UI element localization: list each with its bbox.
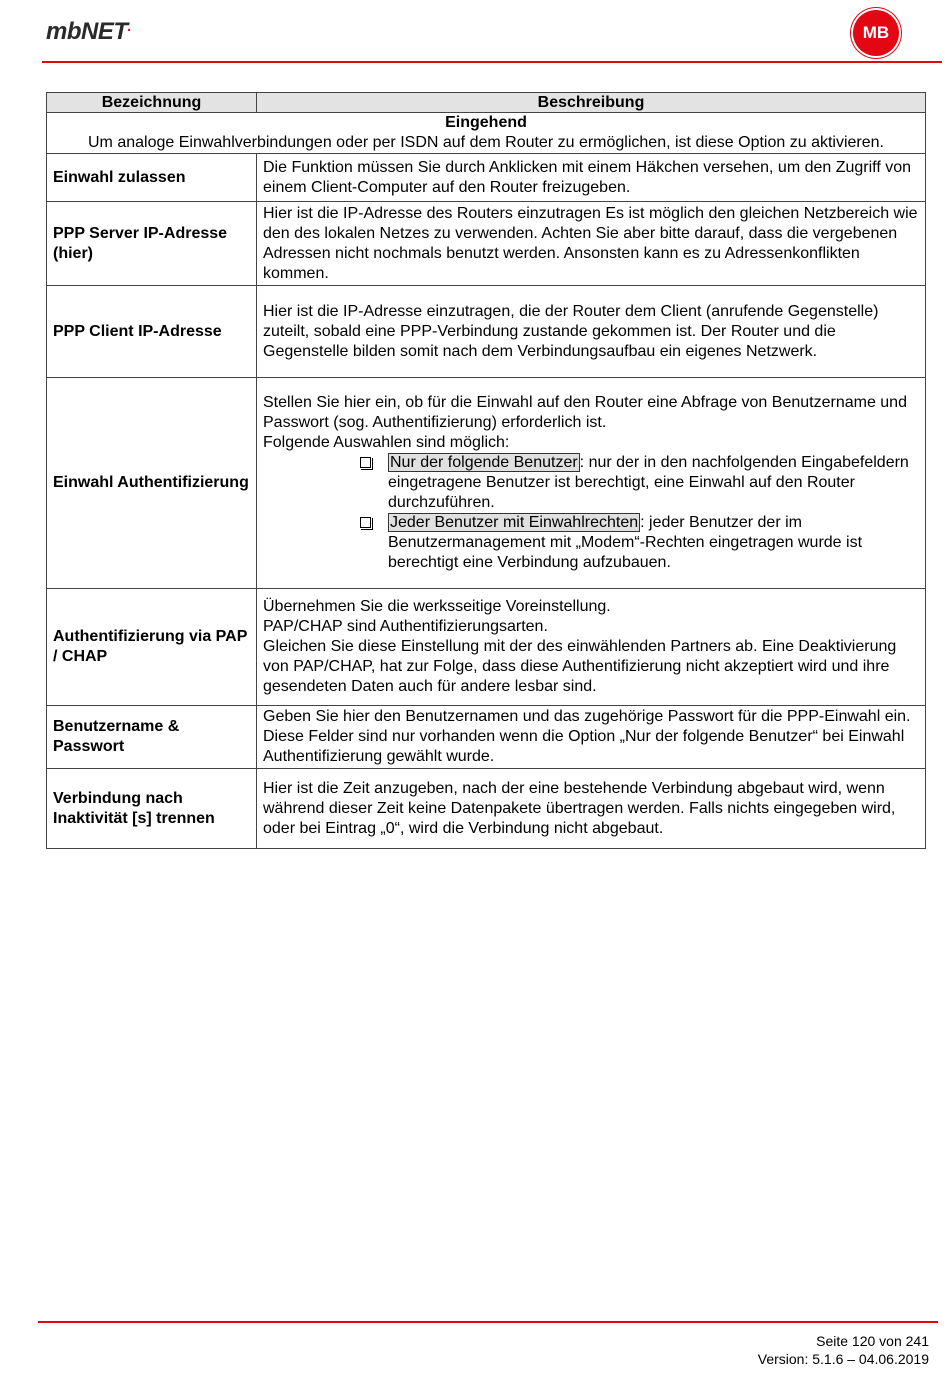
row-label: Einwahl Authentifizierung [47, 378, 257, 589]
row-label: Benutzername & Passwort [47, 706, 257, 769]
table-row [47, 202, 926, 286]
section-desc: Um analoge Einwahlverbindungen oder per ISDN auf dem Router zu ermöglichen, ist diese Option zu aktivieren. [47, 133, 926, 154]
col-header-desc: Beschreibung [257, 93, 926, 113]
list-item [358, 453, 919, 513]
option-list [358, 453, 919, 573]
spec-table [46, 92, 926, 849]
page-footer [758, 1332, 929, 1368]
option-text: : nur der in den nachfolgenden Eingabefeldern eingetragene Benutzer ist berechtigt, eine Einwahl auf den Router durchzuführen. [388, 454, 909, 511]
table-header-row [47, 93, 926, 113]
section-title-row [47, 113, 926, 133]
badge-text: MB [862, 23, 890, 42]
row-desc: Hier ist die Zeit anzugeben, nach der eine bestehende Verbindung abgebaut wird, wenn während dieser Zeit keine Datenpakete übertragen werden. Falls nichts eingegeben wird, oder bei Eintrag „0“, wird die Verbindung nicht abgebaut. [257, 769, 926, 849]
logo-accent: . [127, 18, 131, 34]
row-desc: Geben Sie hier den Benutzernamen und das zugehörige Passwort für die PPP-Einwahl ein. Diese Felder sind nur vorhanden wenn die Option „Nur der folgende Benutzer“ bei Einwahl Authentifizierung gewählt wurde. [257, 706, 926, 769]
desc-paragraph: PAP/CHAP sind Authentifizierungsarten. [263, 618, 548, 635]
row-label: PPP Server IP-Adresse (hier) [47, 202, 257, 286]
row-label: PPP Client IP-Adresse [47, 286, 257, 378]
footer-rule [38, 1321, 938, 1323]
table-row [47, 154, 926, 202]
version-info: Version: 5.1.6 – 04.06.2019 [757, 1351, 929, 1367]
mb-badge-icon [853, 10, 899, 56]
row-label: Einwahl zulassen [47, 154, 257, 202]
option-highlight: Nur der folgende Benutzer [390, 454, 578, 471]
page-number: Seite 120 von 241 [816, 1333, 929, 1349]
option-highlight: Jeder Benutzer mit Einwahlrechten [390, 514, 639, 531]
list-item [358, 513, 919, 573]
row-label: Verbindung nach Inaktivität [s] trennen [47, 769, 257, 849]
col-header-label: Bezeichnung [47, 93, 257, 113]
row-desc [257, 589, 926, 706]
logo-text: mbNET [46, 18, 128, 45]
table-row [47, 769, 926, 849]
row-desc [257, 378, 926, 589]
row-desc: Hier ist die IP-Adresse einzutragen, die der Router dem Client (anrufende Gegenstelle) zuteilt, sobald eine PPP-Verbindung zustande gekommen ist. Der Router und die Gegenstelle bilden somit nach dem Verbindungsaufbau ein eigenes Netzwerk. [257, 286, 926, 378]
option-text: : jeder Benutzer der im Benutzermanagement mit „Modem“-Rechten eingetragen wurde ist berechtigt eine Verbindung aufzubauen. [388, 514, 863, 571]
desc-paragraph: Stellen Sie hier ein, ob für die Einwahl auf den Router eine Abfrage von Benutzername und Passwort (sog. Authentifizierung) erforderlich ist. [263, 394, 907, 431]
desc-paragraph: Folgende Auswahlen sind möglich: [263, 434, 510, 451]
table-row [47, 378, 926, 589]
desc-paragraph: Übernehmen Sie die werksseitige Voreinstellung. [263, 598, 611, 615]
row-desc: Hier ist die IP-Adresse des Routers einzutragen Es ist möglich den gleichen Netzbereich wie den des lokalen Netzes zu verwenden. Achten Sie aber bitte darauf, dass die vergebenen Adressen nicht nochmals benutzt werden. Ansonsten kann es zu Adressenkonflikten kommen. [257, 202, 926, 286]
row-desc: Die Funktion müssen Sie durch Anklicken mit einem Häkchen versehen, um den Zugriff von einem Client-Computer auf den Router freizugeben. [257, 154, 926, 202]
section-title: Eingehend [47, 113, 926, 133]
table-row [47, 706, 926, 769]
table-row [47, 286, 926, 378]
table-row [47, 589, 926, 706]
row-label: Authentifizierung via PAP / CHAP [47, 589, 257, 706]
mbnet-logo [46, 18, 131, 46]
page-header [0, 0, 950, 70]
desc-paragraph: Gleichen Sie diese Einstellung mit der des einwählenden Partners ab. Eine Deaktivierung von PAP/CHAP, hat zur Folge, dass diese Authentifizierung nicht akzeptiert wird und ihre gesendeten Daten auch für andere lesbar sind. [263, 638, 897, 695]
header-rule [42, 61, 942, 63]
checkbox-bullet-icon [360, 457, 371, 468]
section-desc-row [47, 133, 926, 154]
checkbox-bullet-icon [360, 517, 371, 528]
